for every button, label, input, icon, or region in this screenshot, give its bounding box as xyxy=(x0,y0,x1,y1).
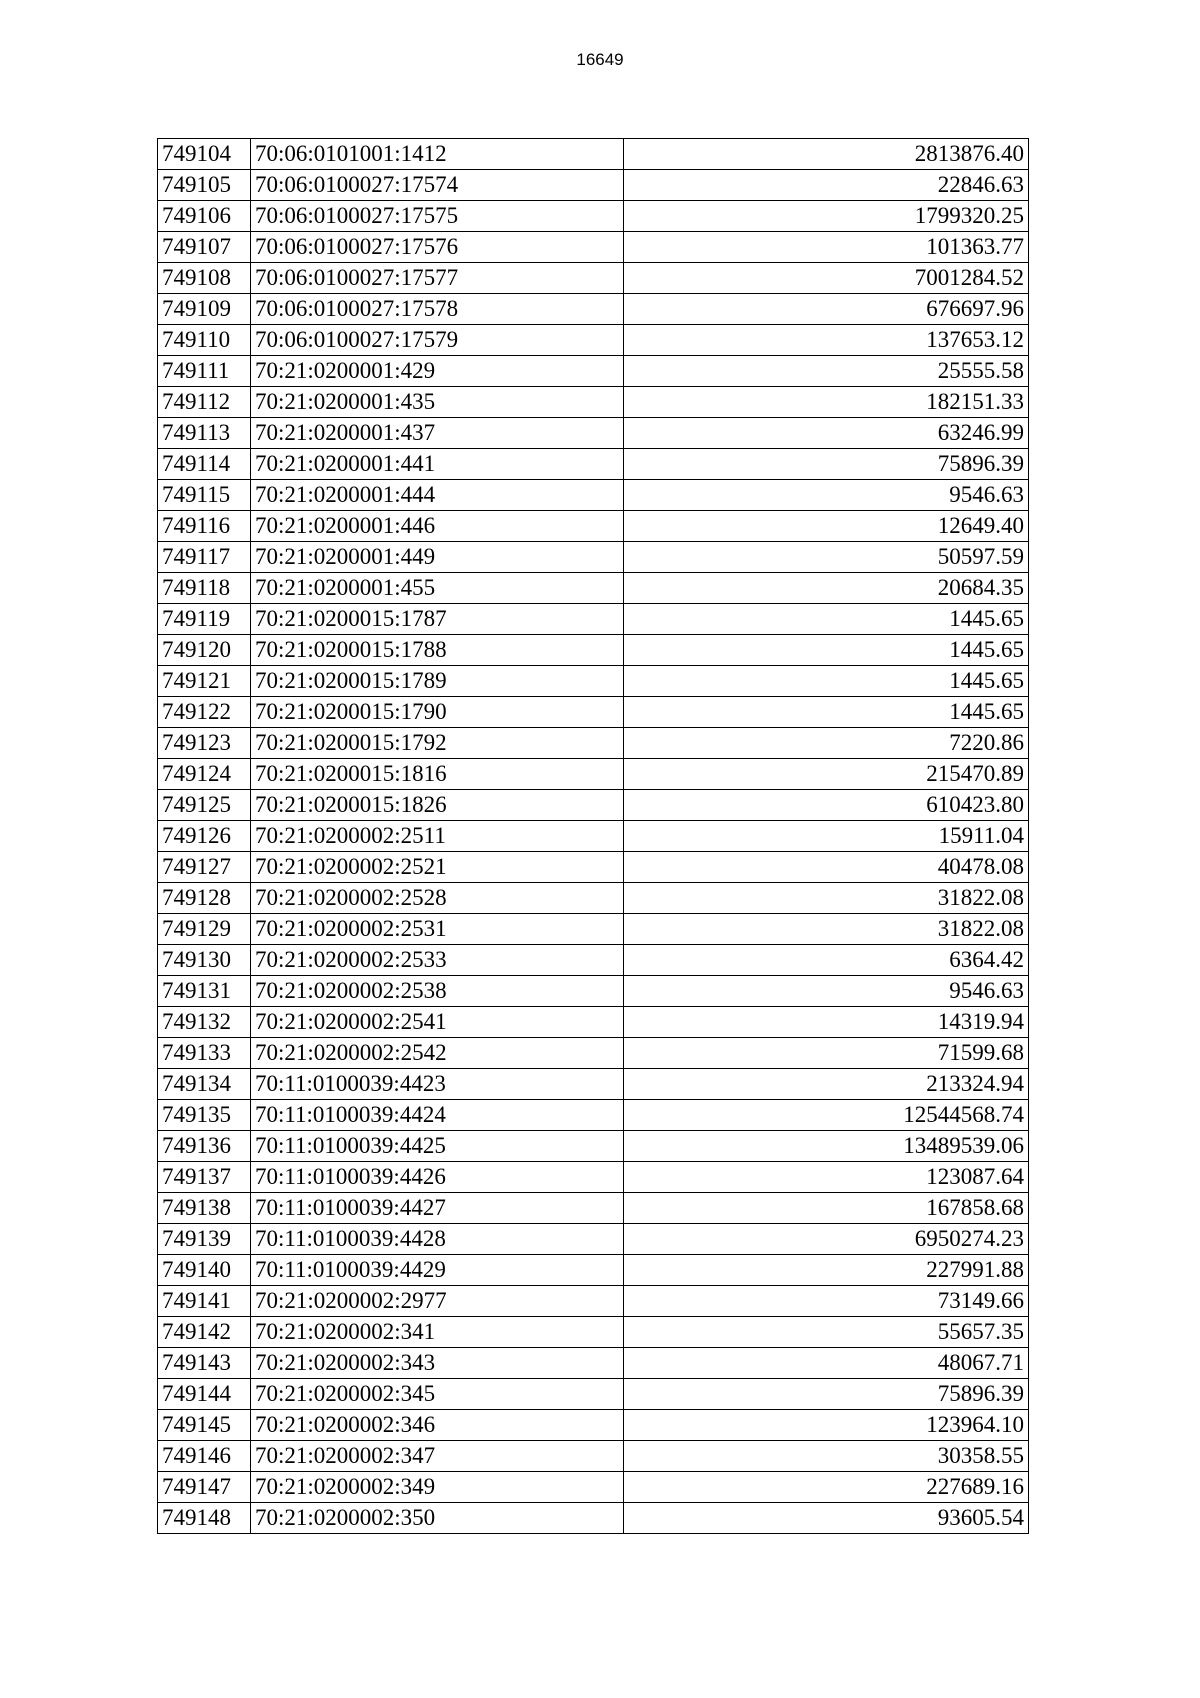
cadastral-number-cell: 70:21:0200002:2521 xyxy=(251,852,624,883)
cadastral-number-cell: 70:21:0200002:2542 xyxy=(251,1038,624,1069)
cadastral-value-cell: 2813876.40 xyxy=(624,139,1029,170)
cadastral-value-cell: 31822.08 xyxy=(624,914,1029,945)
cadastral-value-cell: 14319.94 xyxy=(624,1007,1029,1038)
table-row xyxy=(158,263,1029,294)
cadastral-value-cell: 1445.65 xyxy=(624,635,1029,666)
row-number-cell: 749135 xyxy=(158,1100,251,1131)
cadastral-number-cell: 70:21:0200015:1792 xyxy=(251,728,624,759)
cadastral-value-cell: 15911.04 xyxy=(624,821,1029,852)
cadastral-value-cell: 215470.89 xyxy=(624,759,1029,790)
cadastral-number-cell: 70:21:0200002:2528 xyxy=(251,883,624,914)
cadastral-value-cell: 93605.54 xyxy=(624,1503,1029,1534)
row-number-cell: 749148 xyxy=(158,1503,251,1534)
row-number-cell: 749147 xyxy=(158,1472,251,1503)
cadastral-value-cell: 30358.55 xyxy=(624,1441,1029,1472)
cadastral-number-cell: 70:21:0200015:1788 xyxy=(251,635,624,666)
cadastral-number-cell: 70:21:0200001:446 xyxy=(251,511,624,542)
cadastral-number-cell: 70:21:0200002:2511 xyxy=(251,821,624,852)
cadastral-number-cell: 70:21:0200001:429 xyxy=(251,356,624,387)
table-row xyxy=(158,1441,1029,1472)
cadastral-value-cell: 1445.65 xyxy=(624,666,1029,697)
cadastral-value-cell: 9546.63 xyxy=(624,976,1029,1007)
table-row xyxy=(158,1379,1029,1410)
row-number-cell: 749118 xyxy=(158,573,251,604)
cadastral-number-cell: 70:21:0200015:1787 xyxy=(251,604,624,635)
row-number-cell: 749109 xyxy=(158,294,251,325)
table-row xyxy=(158,511,1029,542)
cadastral-value-cell: 12544568.74 xyxy=(624,1100,1029,1131)
cadastral-value-cell: 25555.58 xyxy=(624,356,1029,387)
cadastral-number-cell: 70:06:0100027:17579 xyxy=(251,325,624,356)
cadastral-number-cell: 70:21:0200002:2533 xyxy=(251,945,624,976)
table-row xyxy=(158,387,1029,418)
row-number-cell: 749131 xyxy=(158,976,251,1007)
cadastral-value-cell: 13489539.06 xyxy=(624,1131,1029,1162)
table-row xyxy=(158,449,1029,480)
cadastral-number-cell: 70:11:0100039:4425 xyxy=(251,1131,624,1162)
row-number-cell: 749132 xyxy=(158,1007,251,1038)
row-number-cell: 749141 xyxy=(158,1286,251,1317)
table-row xyxy=(158,573,1029,604)
table-body xyxy=(158,139,1029,1534)
cadastral-value-cell: 123087.64 xyxy=(624,1162,1029,1193)
cadastral-value-cell: 31822.08 xyxy=(624,883,1029,914)
table-row xyxy=(158,697,1029,728)
cadastral-value-cell: 1445.65 xyxy=(624,697,1029,728)
row-number-cell: 749130 xyxy=(158,945,251,976)
cadastral-number-cell: 70:21:0200002:2977 xyxy=(251,1286,624,1317)
row-number-cell: 749117 xyxy=(158,542,251,573)
row-number-cell: 749113 xyxy=(158,418,251,449)
cadastral-number-cell: 70:21:0200001:437 xyxy=(251,418,624,449)
cadastral-value-cell: 48067.71 xyxy=(624,1348,1029,1379)
table-row xyxy=(158,139,1029,170)
table-row xyxy=(158,852,1029,883)
cadastral-value-cell: 63246.99 xyxy=(624,418,1029,449)
cadastral-number-cell: 70:21:0200015:1826 xyxy=(251,790,624,821)
row-number-cell: 749112 xyxy=(158,387,251,418)
cadastral-value-cell: 40478.08 xyxy=(624,852,1029,883)
table-row xyxy=(158,1255,1029,1286)
table-row xyxy=(158,1286,1029,1317)
row-number-cell: 749124 xyxy=(158,759,251,790)
cadastral-value-cell: 6950274.23 xyxy=(624,1224,1029,1255)
cadastral-value-cell: 1445.65 xyxy=(624,604,1029,635)
cadastral-value-cell: 101363.77 xyxy=(624,232,1029,263)
cadastral-number-cell: 70:21:0200015:1790 xyxy=(251,697,624,728)
table-row xyxy=(158,790,1029,821)
table-row xyxy=(158,666,1029,697)
cadastral-value-cell: 676697.96 xyxy=(624,294,1029,325)
table-row xyxy=(158,1503,1029,1534)
table-row xyxy=(158,418,1029,449)
cadastral-number-cell: 70:21:0200002:341 xyxy=(251,1317,624,1348)
cadastral-value-table xyxy=(157,138,1029,1534)
cadastral-value-cell: 20684.35 xyxy=(624,573,1029,604)
page-number: 16649 xyxy=(576,50,624,69)
cadastral-number-cell: 70:06:0100027:17576 xyxy=(251,232,624,263)
row-number-cell: 749122 xyxy=(158,697,251,728)
cadastral-number-cell: 70:11:0100039:4429 xyxy=(251,1255,624,1286)
cadastral-number-cell: 70:21:0200001:435 xyxy=(251,387,624,418)
table-row xyxy=(158,759,1029,790)
table-row xyxy=(158,604,1029,635)
cadastral-number-cell: 70:21:0200002:349 xyxy=(251,1472,624,1503)
table-row xyxy=(158,1348,1029,1379)
row-number-cell: 749139 xyxy=(158,1224,251,1255)
cadastral-value-cell: 227689.16 xyxy=(624,1472,1029,1503)
row-number-cell: 749142 xyxy=(158,1317,251,1348)
table-row xyxy=(158,1317,1029,1348)
table-row xyxy=(158,1224,1029,1255)
cadastral-number-cell: 70:21:0200002:2538 xyxy=(251,976,624,1007)
row-number-cell: 749133 xyxy=(158,1038,251,1069)
table-row xyxy=(158,1038,1029,1069)
row-number-cell: 749134 xyxy=(158,1069,251,1100)
row-number-cell: 749128 xyxy=(158,883,251,914)
cadastral-value-cell: 12649.40 xyxy=(624,511,1029,542)
table-row xyxy=(158,170,1029,201)
cadastral-number-cell: 70:06:0100027:17574 xyxy=(251,170,624,201)
row-number-cell: 749143 xyxy=(158,1348,251,1379)
table-row xyxy=(158,356,1029,387)
cadastral-value-cell: 213324.94 xyxy=(624,1069,1029,1100)
row-number-cell: 749110 xyxy=(158,325,251,356)
cadastral-number-cell: 70:21:0200002:347 xyxy=(251,1441,624,1472)
table-row xyxy=(158,201,1029,232)
cadastral-value-cell: 167858.68 xyxy=(624,1193,1029,1224)
row-number-cell: 749105 xyxy=(158,170,251,201)
row-number-cell: 749138 xyxy=(158,1193,251,1224)
cadastral-number-cell: 70:11:0100039:4426 xyxy=(251,1162,624,1193)
table-row xyxy=(158,325,1029,356)
row-number-cell: 749104 xyxy=(158,139,251,170)
row-number-cell: 749127 xyxy=(158,852,251,883)
cadastral-number-cell: 70:21:0200002:350 xyxy=(251,1503,624,1534)
table-row xyxy=(158,1100,1029,1131)
table-row xyxy=(158,914,1029,945)
cadastral-value-cell: 55657.35 xyxy=(624,1317,1029,1348)
cadastral-number-cell: 70:06:0100027:17575 xyxy=(251,201,624,232)
row-number-cell: 749108 xyxy=(158,263,251,294)
cadastral-number-cell: 70:11:0100039:4424 xyxy=(251,1100,624,1131)
table-row xyxy=(158,945,1029,976)
row-number-cell: 749121 xyxy=(158,666,251,697)
row-number-cell: 749137 xyxy=(158,1162,251,1193)
row-number-cell: 749107 xyxy=(158,232,251,263)
cadastral-number-cell: 70:21:0200002:345 xyxy=(251,1379,624,1410)
cadastral-number-cell: 70:21:0200002:346 xyxy=(251,1410,624,1441)
table-row xyxy=(158,1472,1029,1503)
table-row xyxy=(158,542,1029,573)
cadastral-number-cell: 70:21:0200002:2531 xyxy=(251,914,624,945)
table-row xyxy=(158,1131,1029,1162)
cadastral-value-cell: 75896.39 xyxy=(624,1379,1029,1410)
cadastral-number-cell: 70:21:0200001:449 xyxy=(251,542,624,573)
table-row xyxy=(158,1193,1029,1224)
row-number-cell: 749125 xyxy=(158,790,251,821)
cadastral-number-cell: 70:06:0100027:17578 xyxy=(251,294,624,325)
row-number-cell: 749119 xyxy=(158,604,251,635)
row-number-cell: 749136 xyxy=(158,1131,251,1162)
cadastral-value-cell: 73149.66 xyxy=(624,1286,1029,1317)
cadastral-number-cell: 70:21:0200015:1816 xyxy=(251,759,624,790)
table-row xyxy=(158,883,1029,914)
row-number-cell: 749140 xyxy=(158,1255,251,1286)
table-row xyxy=(158,635,1029,666)
table-row xyxy=(158,728,1029,759)
cadastral-value-cell: 1799320.25 xyxy=(624,201,1029,232)
cadastral-number-cell: 70:06:0100027:17577 xyxy=(251,263,624,294)
row-number-cell: 749126 xyxy=(158,821,251,852)
cadastral-number-cell: 70:21:0200001:455 xyxy=(251,573,624,604)
row-number-cell: 749145 xyxy=(158,1410,251,1441)
table-row xyxy=(158,480,1029,511)
table-row xyxy=(158,232,1029,263)
cadastral-number-cell: 70:11:0100039:4428 xyxy=(251,1224,624,1255)
row-number-cell: 749129 xyxy=(158,914,251,945)
cadastral-value-cell: 71599.68 xyxy=(624,1038,1029,1069)
cadastral-value-cell: 610423.80 xyxy=(624,790,1029,821)
table-row xyxy=(158,1410,1029,1441)
cadastral-value-cell: 227991.88 xyxy=(624,1255,1029,1286)
cadastral-number-cell: 70:11:0100039:4423 xyxy=(251,1069,624,1100)
row-number-cell: 749115 xyxy=(158,480,251,511)
table-row xyxy=(158,1069,1029,1100)
row-number-cell: 749123 xyxy=(158,728,251,759)
row-number-cell: 749144 xyxy=(158,1379,251,1410)
cadastral-number-cell: 70:21:0200002:2541 xyxy=(251,1007,624,1038)
cadastral-value-cell: 75896.39 xyxy=(624,449,1029,480)
row-number-cell: 749114 xyxy=(158,449,251,480)
cadastral-value-cell: 7001284.52 xyxy=(624,263,1029,294)
cadastral-number-cell: 70:21:0200001:441 xyxy=(251,449,624,480)
cadastral-number-cell: 70:11:0100039:4427 xyxy=(251,1193,624,1224)
table-row xyxy=(158,1162,1029,1193)
cadastral-value-cell: 22846.63 xyxy=(624,170,1029,201)
cadastral-value-cell: 9546.63 xyxy=(624,480,1029,511)
cadastral-value-cell: 182151.33 xyxy=(624,387,1029,418)
cadastral-value-cell: 7220.86 xyxy=(624,728,1029,759)
table-row xyxy=(158,976,1029,1007)
row-number-cell: 749116 xyxy=(158,511,251,542)
cadastral-number-cell: 70:21:0200002:343 xyxy=(251,1348,624,1379)
cadastral-value-cell: 6364.42 xyxy=(624,945,1029,976)
cadastral-number-cell: 70:21:0200015:1789 xyxy=(251,666,624,697)
table-row xyxy=(158,1007,1029,1038)
cadastral-value-cell: 123964.10 xyxy=(624,1410,1029,1441)
cadastral-number-cell: 70:21:0200001:444 xyxy=(251,480,624,511)
cadastral-value-cell: 137653.12 xyxy=(624,325,1029,356)
cadastral-number-cell: 70:06:0101001:1412 xyxy=(251,139,624,170)
row-number-cell: 749146 xyxy=(158,1441,251,1472)
row-number-cell: 749111 xyxy=(158,356,251,387)
row-number-cell: 749120 xyxy=(158,635,251,666)
table-row xyxy=(158,294,1029,325)
table-row xyxy=(158,821,1029,852)
row-number-cell: 749106 xyxy=(158,201,251,232)
cadastral-value-cell: 50597.59 xyxy=(624,542,1029,573)
